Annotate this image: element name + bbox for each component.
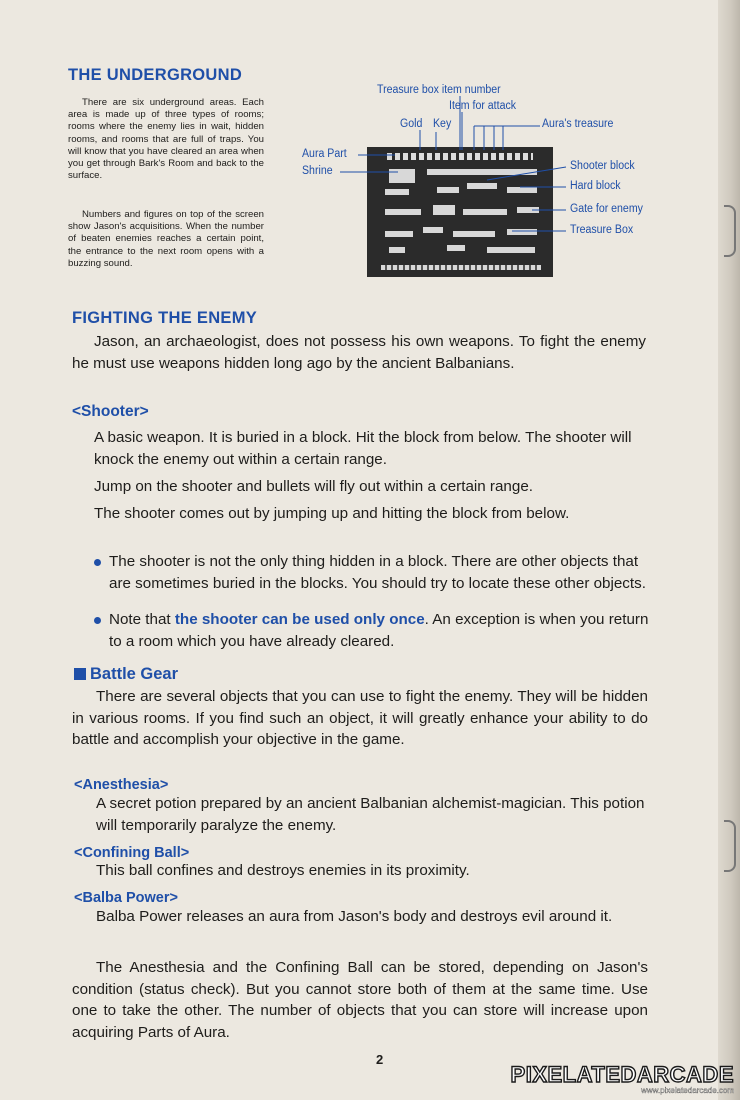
label-gold: Gold bbox=[400, 118, 423, 130]
balba-power-heading: <Balba Power> bbox=[74, 890, 178, 906]
confining-ball-text: This ball confines and destroys enemies in its proximity. bbox=[96, 862, 470, 879]
shooter-paragraph-3: The shooter comes out by jumping up and hitting the block from below. bbox=[94, 505, 570, 522]
underground-paragraph-1: There are six underground areas. Each area is made up of three types of rooms; rooms where the enemy lies in wait, hidden rooms, and rooms that are full of traps. You will know that you have cleared an area when you get through Bark's Room and back to the surface. bbox=[68, 97, 264, 182]
label-key: Key bbox=[433, 118, 452, 130]
label-shooter-block: Shooter block bbox=[570, 160, 635, 172]
bullet-dot bbox=[94, 559, 101, 566]
bullet-dot bbox=[94, 617, 101, 624]
battle-gear-heading: Battle Gear bbox=[74, 665, 178, 684]
storage-paragraph: The Anesthesia and the Confining Ball can be stored, depending on Jason's condition (status check). But you cannot store both of them at the same time. Use one to take the other. The number of objects that you can store will increase upon acquiring Parts of Aura. bbox=[72, 959, 648, 1041]
label-shrine: Shrine bbox=[302, 165, 333, 177]
watermark-url: www.pixelatedarcade.com bbox=[641, 1086, 734, 1095]
fighting-intro: Jason, an archaeologist, does not possess his own weapons. To fight the enemy he must use weapons hidden long ago by the ancient Balbanians. bbox=[72, 333, 646, 372]
underground-paragraph-2: Numbers and figures on top of the screen show Jason's acquisitions. When the number of beaten enemies reaches a certain point, the entrance to the next room opens with a buzzing sound. bbox=[68, 209, 264, 269]
label-item-for-attack: Item for attack bbox=[449, 100, 517, 112]
label-aura-part: Aura Part bbox=[302, 148, 347, 160]
watermark bbox=[511, 1062, 734, 1095]
diagram-leader-lines bbox=[0, 0, 740, 300]
label-auras-treasure: Aura's treasure bbox=[542, 118, 614, 130]
label-hard-block: Hard block bbox=[570, 180, 621, 192]
staple bbox=[724, 820, 736, 872]
confining-ball-heading: <Confining Ball> bbox=[74, 845, 190, 861]
underground-heading: THE UNDERGROUND bbox=[68, 66, 243, 84]
shooter-paragraph-2: Jump on the shooter and bullets will fly out within a certain range. bbox=[94, 478, 533, 495]
page-number: 2 bbox=[376, 1052, 384, 1067]
shooter-paragraph-1: A basic weapon. It is buried in a block. Hit the block from below. The shooter will knock the enemy out within a certain range. bbox=[94, 429, 632, 468]
anesthesia-heading: <Anesthesia> bbox=[74, 777, 169, 793]
balba-power-text: Balba Power releases an aura from Jason's body and destroys evil around it. bbox=[96, 908, 613, 925]
shooter-bullet-2: Note that the shooter can be used only once. An exception is when you return to a room which you have already cleared. bbox=[109, 611, 649, 650]
label-treasure-box: Treasure Box bbox=[570, 224, 634, 236]
anesthesia-text: A secret potion prepared by an ancient Balbanian alchemist-magician. This potion will temporarily paralyze the enemy. bbox=[96, 795, 645, 834]
battle-gear-intro: There are several objects that you can use to fight the enemy. They will be hidden in various rooms. If you find such an object, it will greatly enhance your ability to do battle and accomplish your objective in the game. bbox=[72, 688, 648, 748]
label-treasure-box-item-number: Treasure box item number bbox=[377, 84, 501, 96]
watermark-brand: PIXELATEDARCADE bbox=[510, 1062, 734, 1087]
shooter-heading: <Shooter> bbox=[72, 403, 149, 420]
shooter-bullet-1: The shooter is not the only thing hidden in a block. There are other objects that are sometimes buried in the blocks. You should try to locate these other objects. bbox=[109, 553, 646, 592]
fighting-heading: FIGHTING THE ENEMY bbox=[72, 309, 258, 327]
square-bullet-icon bbox=[74, 668, 86, 680]
shooter-once-emphasis: the shooter can be used only once bbox=[174, 611, 425, 628]
label-gate-for-enemy: Gate for enemy bbox=[570, 203, 643, 215]
